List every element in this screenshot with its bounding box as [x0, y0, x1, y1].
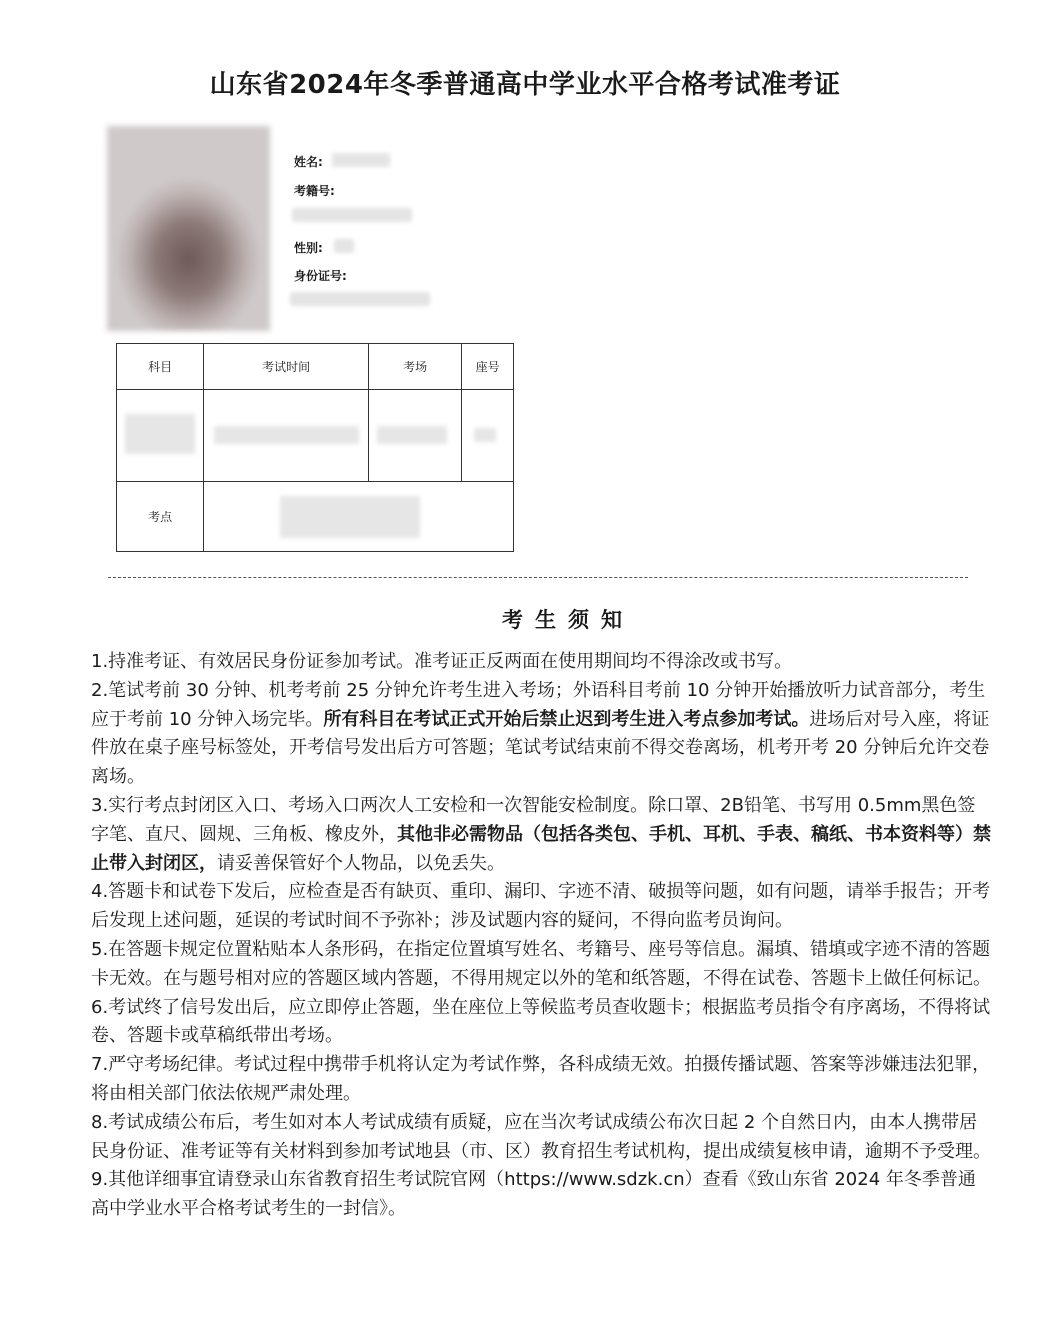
header-exam-time: 考试时间: [204, 344, 369, 390]
exam-schedule-table: [116, 343, 514, 552]
header-seat-number: 座号: [462, 344, 514, 390]
notice-item-9: 9.其他详细事宜请登录山东省教育招生考试院官网（https://www.sdzk.cn）查看《致山东省 2024 年冬季普通高中学业水平合格考试考生的一封信》。: [91, 1169, 976, 1220]
name-label: 姓名:: [294, 155, 323, 169]
notice-title: 考生须知: [502, 608, 634, 632]
notice-item-2: 2.笔试考前 30 分钟、机考考前 25 分钟允许考生进入考场；外语科目考前 10 分钟开始播放听力试音部分，考生应于考前 10 分钟入场完毕。所有科目在考试正式开始后禁止迟到考生进入考点参加考试。进场后对号入座，将证件放在桌子座号标签处，开考信号发出后方可答题；笔试考试结束前不得交卷离场，机考开考 20 分钟后允许交卷离场。: [91, 679, 990, 788]
header-subject: 科目: [117, 344, 204, 390]
notice-item-3: 3.实行考点封闭区入口、考场入口两次人工安检和一次智能安检制度。除口罩、2B铅笔、书写用 0.5mm黑色签字笔、直尺、圆规、三角板、橡皮外，其他非必需物品（包括各类包、手机、耳机、手表、稿纸、书本资料等）禁止带入封闭区，请妥善保管好个人物品，以免丢失。: [91, 794, 991, 874]
venue-row: [117, 481, 514, 551]
notice-item-7: 7.严守考场纪律。考试过程中携带手机将认定为考试作弊，各科成绩无效。拍摄传播试题、答案等涉嫌违法犯罪，将由相关部门依法依规严肃处理。: [91, 1054, 991, 1104]
notice-item-4: 4.答题卡和试卷下发后，应检查是否有缺页、重印、漏印、字迹不清、破损等问题，如有问题，请举手报告；开考后发现上述问题，延误的考试时间不予弥补；涉及试题内容的疑问，不得向监考员询问。: [91, 881, 991, 932]
name-value-redacted: [332, 153, 390, 167]
exam-id-label: 考籍号:: [294, 184, 335, 198]
notice-item-5: 5.在答题卡规定位置粘贴本人条形码，在指定位置填写姓名、考籍号、座号等信息。漏填、错填或字迹不清的答题卡无效。在与题号相对应的答题区域内答题，不得用规定以外的笔和纸答题，不得在试卷、答题卡上做任何标记。: [91, 938, 991, 989]
header-exam-room: 考场: [369, 344, 462, 390]
notice-item-6: 6.考试终了信号发出后，应立即停止答题，坐在座位上等候监考员查收题卡；根据监考员指令有序离场，不得将试卷、答题卡或草稿纸带出考场。: [91, 996, 991, 1047]
page-title: 山东省2024年冬季普通高中学业水平合格考试准考证: [209, 70, 841, 100]
id-card-label: 身份证号:: [294, 269, 347, 283]
table-header-row: [117, 344, 514, 390]
cut-line-divider: [108, 577, 968, 578]
venue-value-cell: [204, 481, 514, 551]
subject-cell: [117, 390, 204, 481]
notice-item-8: 8.考试成绩公布后，考生如对本人考试成绩有质疑，应在当次考试成绩公布次日起 2 个自然日内，由本人携带居民身份证、准考证等有关材料到参加考试地县（市、区）教育招生考试机构，提出成绩复核申请，逾期不予受理。: [91, 1111, 991, 1162]
exam-room-cell: [369, 390, 462, 481]
venue-label: 考点: [117, 481, 204, 551]
exam-id-value-redacted: [292, 208, 412, 222]
notice-list: [91, 648, 991, 1224]
seat-number-cell: [462, 390, 514, 481]
exam-time-cell: [204, 390, 369, 481]
table-row: [117, 390, 514, 481]
id-card-value-redacted: [290, 292, 430, 306]
notice-item-1: 1.持准考证、有效居民身份证参加考试。准考证正反两面在使用期间均不得涂改或书写。: [91, 651, 793, 672]
gender-value-redacted: [334, 239, 354, 253]
candidate-photo: [107, 126, 270, 331]
gender-label: 性别:: [294, 241, 323, 255]
